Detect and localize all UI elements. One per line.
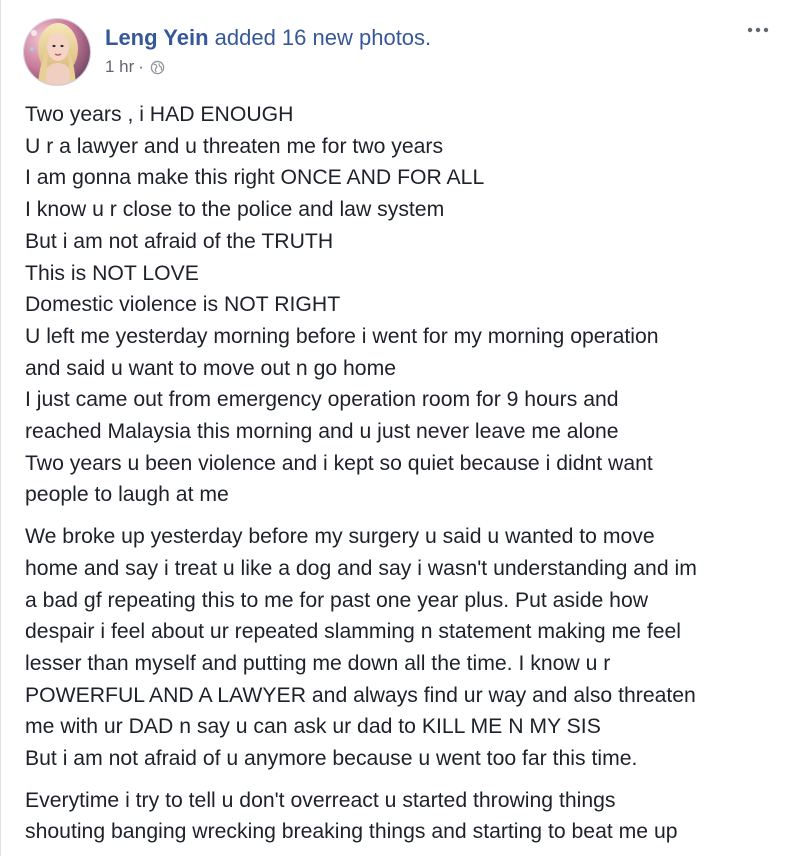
post-text-line: Domestic violence is NOT RIGHT — [25, 293, 341, 317]
post-text-line: and said u want to move out n go home — [25, 356, 397, 380]
post-text-line: Everytime i try to tell u don't overreact u started throwing things — [25, 788, 616, 812]
post-text-line: U r a lawyer and u threaten me for two years — [25, 134, 444, 158]
post-text-line: despair i feel about ur repeated slamming n statement making me feel — [25, 620, 681, 644]
post-meta — [105, 56, 431, 78]
post-text-line: home and say i treat u like a dog and say i wasn't understanding and im — [25, 556, 697, 580]
post-header-text — [105, 24, 431, 78]
globe-icon[interactable] — [150, 60, 165, 75]
post-text-line: I know u r close to the police and law system — [25, 198, 445, 222]
post-text-line: We broke up yesterday before my surgery u said u wanted to move — [25, 525, 655, 549]
post-message — [25, 99, 795, 858]
post-text-line: me with ur DAD n say u can ask ur dad to KILL ME N MY SIS — [25, 715, 601, 739]
post-text-line: reached Malaysia this morning and u just never leave me alone — [25, 420, 619, 444]
post-title — [105, 24, 431, 52]
post-text-line: U left me yesterday morning before i went for my morning operation — [25, 324, 659, 348]
more-options-button[interactable] — [743, 18, 773, 42]
author-name-link[interactable]: Leng Yein — [105, 25, 209, 50]
post-text-line: I just came out from emergency operation room for 9 hours and — [25, 388, 619, 412]
post-text-line: lesser than myself and putting me down all the time. I know u r — [25, 651, 611, 675]
post-text-line: But i am not afraid of the TRUTH — [25, 229, 334, 253]
post-paragraph — [25, 521, 795, 775]
post-text-line: shouting banging wrecking breaking things and starting to beat me up — [25, 820, 678, 844]
post-action-text: added 16 new photos. — [214, 25, 432, 50]
post-text-line: Two years , i HAD ENOUGH — [25, 103, 294, 126]
post-text-line: Two years u been violence and i kept so quiet because i didnt want — [25, 451, 653, 475]
meta-separator: · — [138, 57, 144, 76]
post-text-line: I am gonna make this right ONCE AND FOR ALL — [25, 166, 485, 190]
post-text-line: people to laugh at me — [25, 483, 229, 507]
more-options-icon — [747, 27, 769, 33]
post-paragraph — [25, 785, 795, 848]
avatar[interactable] — [23, 18, 91, 86]
post-text-line: a bad gf repeating this to me for past one year plus. Put aside how — [25, 588, 649, 612]
post-header — [23, 18, 783, 88]
avatar-image — [24, 19, 90, 85]
post-text-line: This is NOT LOVE — [25, 261, 199, 285]
post-timestamp[interactable]: 1 hr — [105, 57, 135, 76]
post-text-line: But i am not afraid of u anymore because u went too far this time. — [25, 747, 638, 771]
post-text-line: POWERFUL AND A LAWYER and always find ur way and also threaten — [25, 683, 696, 707]
post-paragraph — [25, 99, 795, 511]
